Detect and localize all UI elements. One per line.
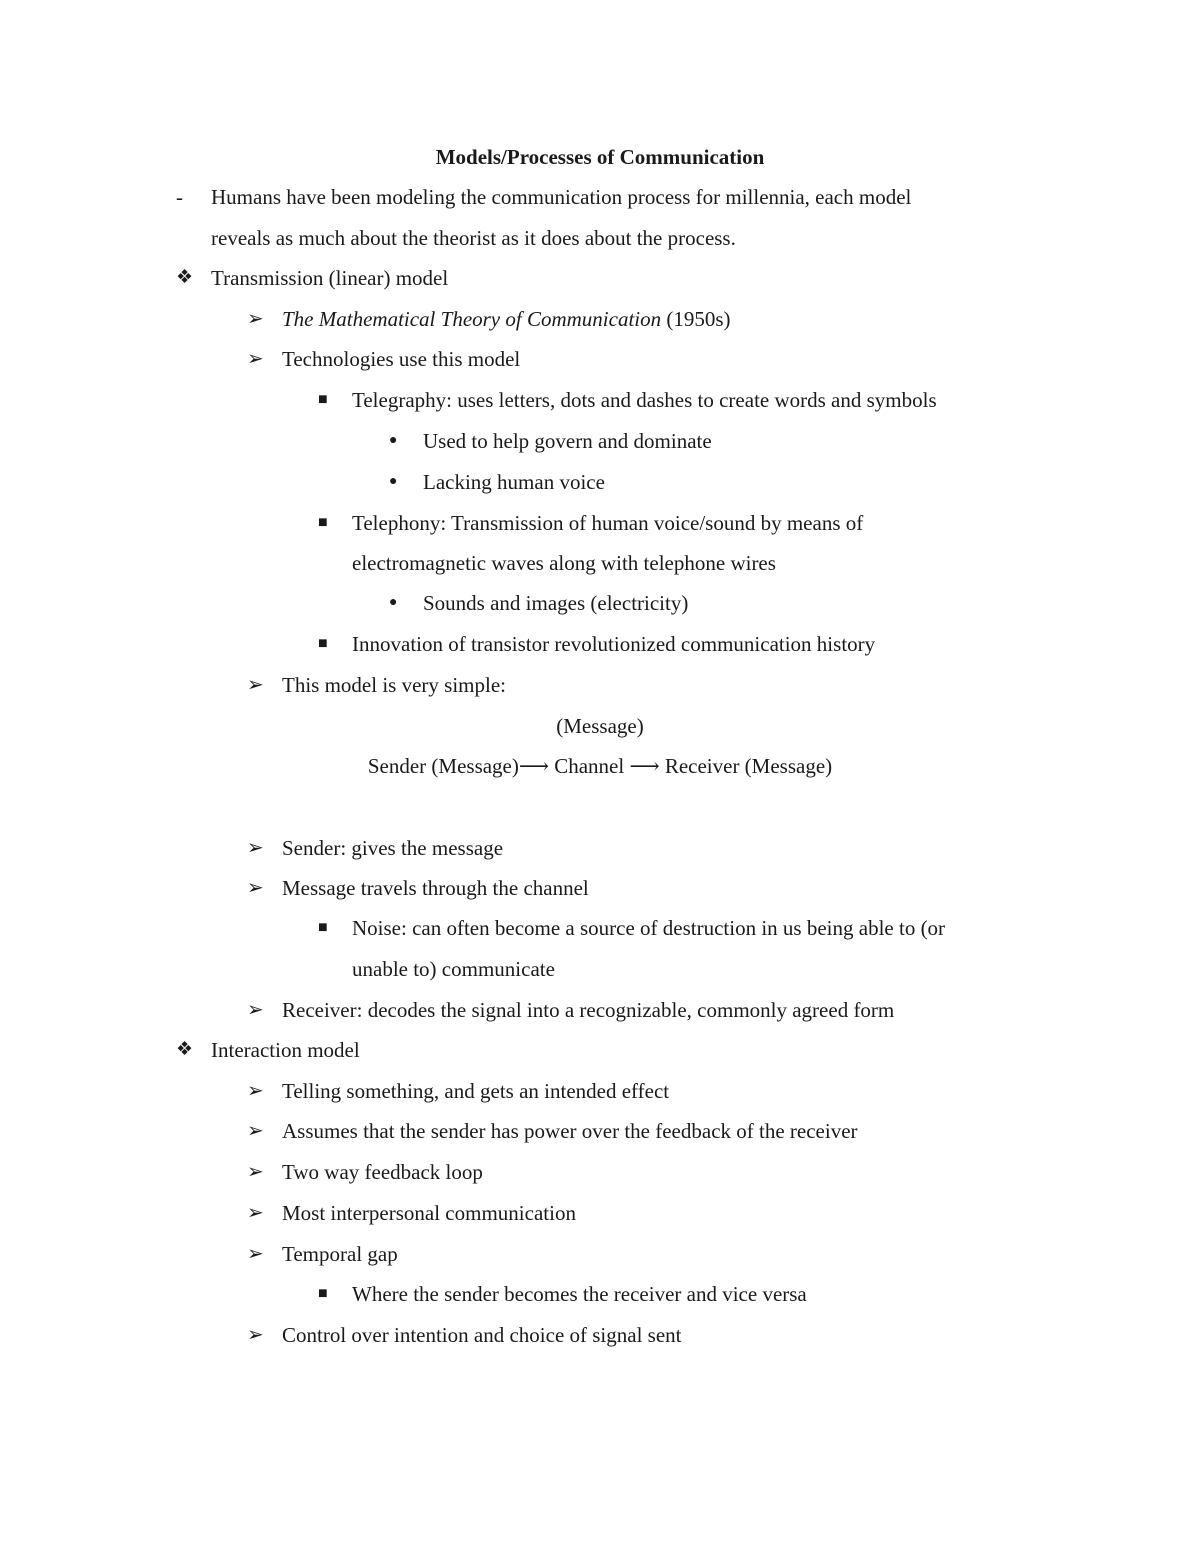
arrow-bullet: ➢: [247, 837, 264, 859]
book-title: The Mathematical Theory of Communication: [282, 307, 662, 331]
arrow-bullet: ➢: [247, 877, 264, 899]
diagram-main-line: Sender (Message)⟶ Channel ⟶ Receiver (Message): [367, 754, 833, 778]
noise-line-1: Noise: can often become a source of destruction in us being able to (or: [352, 916, 946, 940]
receiver-item: Receiver: decodes the signal into a recognizable, commonly agreed form: [282, 998, 895, 1022]
square-bullet: ■: [318, 514, 328, 531]
book-year: (1950s): [661, 307, 731, 331]
arrow-bullet: ➢: [247, 1202, 264, 1224]
interaction-item-5: Temporal gap: [282, 1242, 398, 1266]
arrow-bullet: ➢: [247, 674, 264, 696]
simple-item: This model is very simple:: [282, 673, 506, 697]
sender-item: Sender: gives the message: [282, 836, 504, 860]
interaction-item-1: Telling something, and gets an intended effect: [282, 1079, 670, 1103]
square-bullet: ■: [318, 1285, 328, 1302]
diamond-bullet: ❖: [176, 267, 194, 288]
arrow-bullet: ➢: [247, 1161, 264, 1183]
telegraphy-sub-2: Lacking human voice: [423, 470, 605, 494]
interaction-item-5-sub-1: Where the sender becomes the receiver and vice versa: [352, 1282, 807, 1306]
arrow-bullet: ➢: [247, 1120, 264, 1142]
square-bullet: ■: [318, 919, 328, 936]
telegraphy-sub-1: Used to help govern and dominate: [423, 429, 712, 453]
noise-line-2: unable to) communicate: [352, 957, 555, 981]
square-bullet: ■: [318, 391, 328, 408]
telephony-line-2: electromagnetic waves along with telephone wires: [352, 551, 776, 575]
transmission-heading: Transmission (linear) model: [211, 266, 449, 290]
telephony-sub-1: Sounds and images (electricity): [423, 591, 689, 615]
arrow-bullet: ➢: [247, 1243, 264, 1265]
interaction-heading: Interaction model: [211, 1038, 360, 1062]
intro-line-2: reveals as much about the theorist as it does about the process.: [211, 226, 736, 250]
arrow-bullet: ➢: [247, 348, 264, 370]
document-title: Models/Processes of Communication: [435, 145, 765, 169]
technologies-item: Technologies use this model: [282, 347, 521, 371]
telegraphy-item: Telegraphy: uses letters, dots and dashes to create words and symbols: [352, 388, 937, 412]
arrow-bullet: ➢: [247, 1080, 264, 1102]
diamond-bullet: ❖: [176, 1039, 194, 1060]
square-bullet: ■: [318, 635, 328, 652]
interaction-item-3: Two way feedback loop: [282, 1160, 483, 1184]
diagram-top-label: (Message): [556, 714, 644, 738]
arrow-bullet: ➢: [247, 308, 264, 330]
intro-line-1: Humans have been modeling the communication process for millennia, each model: [211, 185, 912, 209]
interaction-item-6: Control over intention and choice of signal sent: [282, 1323, 682, 1347]
book-reference: [282, 304, 731, 334]
transistor-item: Innovation of transistor revolutionized communication history: [352, 632, 876, 656]
dash-bullet: -: [176, 185, 183, 209]
dot-bullet: ●: [389, 433, 398, 448]
message-travels-item: Message travels through the channel: [282, 876, 589, 900]
arrow-bullet: ➢: [247, 999, 264, 1021]
arrow-bullet: ➢: [247, 1324, 264, 1346]
dot-bullet: ●: [389, 595, 398, 610]
interaction-item-4: Most interpersonal communication: [282, 1201, 576, 1225]
interaction-item-2: Assumes that the sender has power over the feedback of the receiver: [282, 1119, 858, 1143]
dot-bullet: ●: [389, 474, 398, 489]
telephony-line-1: Telephony: Transmission of human voice/sound by means of: [352, 511, 864, 535]
